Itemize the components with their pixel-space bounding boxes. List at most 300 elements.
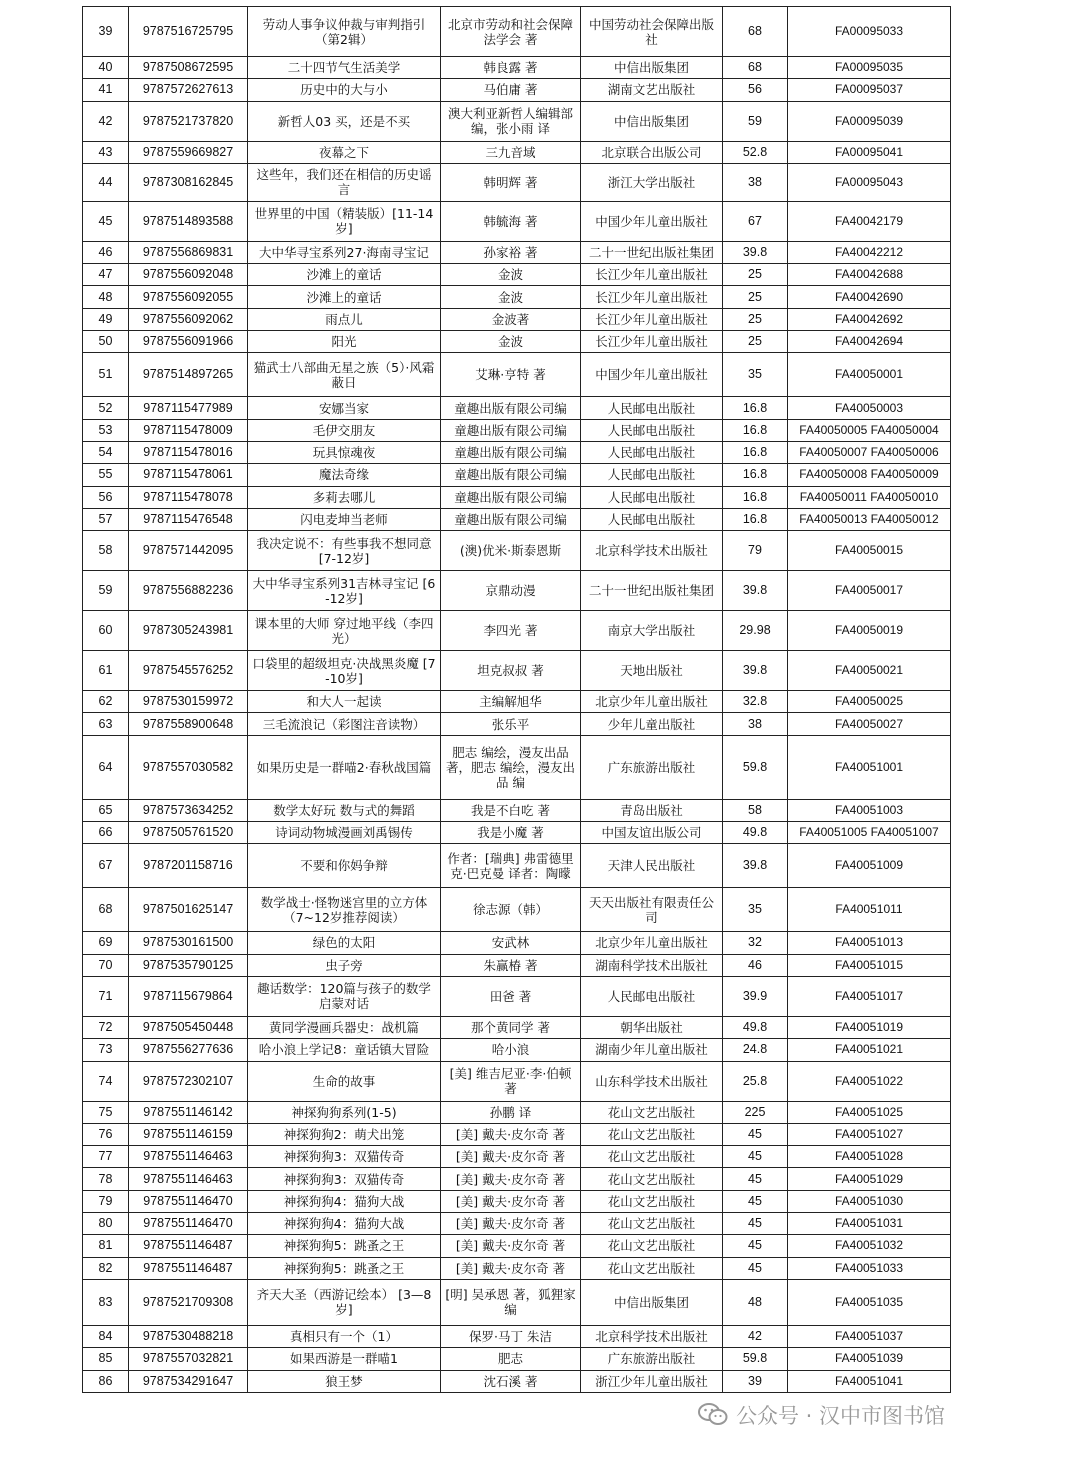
isbn-cell: 9787572627613 bbox=[129, 79, 248, 101]
title-cell: 和大人一起读 bbox=[248, 691, 441, 713]
publisher-cell: 广东旅游出版社 bbox=[581, 1348, 723, 1370]
table-row bbox=[83, 79, 951, 101]
price-cell: 42 bbox=[723, 1325, 788, 1347]
row-number: 58 bbox=[83, 531, 129, 571]
publisher-cell: 北京科学技术出版社 bbox=[581, 531, 723, 571]
row-number: 54 bbox=[83, 441, 129, 463]
publisher-cell: 中国少年儿童出版社 bbox=[581, 201, 723, 241]
price-cell: 35 bbox=[723, 353, 788, 397]
table-row bbox=[83, 1279, 951, 1325]
row-number: 59 bbox=[83, 571, 129, 611]
author-cell: 田爸 著 bbox=[441, 976, 581, 1016]
title-cell: 黄同学漫画兵器史：战机篇 bbox=[248, 1016, 441, 1038]
author-cell: 童趣出版有限公司编 bbox=[441, 486, 581, 508]
author-cell: 孙家裕 著 bbox=[441, 241, 581, 263]
row-number: 69 bbox=[83, 932, 129, 954]
isbn-cell: 9787534291647 bbox=[129, 1370, 248, 1392]
isbn-cell: 9787115478061 bbox=[129, 464, 248, 486]
title-cell: 三毛流浪记（彩图注音读物） bbox=[248, 713, 441, 735]
call-number-cell: FA00095041 bbox=[788, 141, 951, 163]
title-cell: 虫子旁 bbox=[248, 954, 441, 976]
title-cell: 神探狗狗3：双猫传奇 bbox=[248, 1146, 441, 1168]
price-cell: 25 bbox=[723, 286, 788, 308]
title-cell: 沙滩上的童话 bbox=[248, 264, 441, 286]
table-row bbox=[83, 844, 951, 888]
isbn-cell: 9787559669827 bbox=[129, 141, 248, 163]
isbn-cell: 9787514897265 bbox=[129, 353, 248, 397]
isbn-cell: 9787115679864 bbox=[129, 976, 248, 1016]
publisher-cell: 二十一世纪出版社集团 bbox=[581, 571, 723, 611]
price-cell: 45 bbox=[723, 1257, 788, 1279]
call-number-cell: FA40051021 bbox=[788, 1039, 951, 1061]
price-cell: 25 bbox=[723, 308, 788, 330]
table-row bbox=[83, 651, 951, 691]
isbn-cell: 9787556869831 bbox=[129, 241, 248, 263]
publisher-cell: 花山文艺出版社 bbox=[581, 1168, 723, 1190]
isbn-cell: 9787572302107 bbox=[129, 1061, 248, 1101]
title-cell: 沙滩上的童话 bbox=[248, 286, 441, 308]
call-number-cell: FA40051019 bbox=[788, 1016, 951, 1038]
isbn-cell: 9787115477989 bbox=[129, 397, 248, 419]
publisher-cell: 人民邮电出版社 bbox=[581, 976, 723, 1016]
publisher-cell: 湖南少年儿童出版社 bbox=[581, 1039, 723, 1061]
title-cell: 世界里的中国（精装版）[11-14岁] bbox=[248, 201, 441, 241]
isbn-cell: 9787556092055 bbox=[129, 286, 248, 308]
title-cell: 这些年，我们还在相信的历史谣言 bbox=[248, 163, 441, 201]
price-cell: 45 bbox=[723, 1168, 788, 1190]
isbn-cell: 9787557032821 bbox=[129, 1348, 248, 1370]
isbn-cell: 9787115478009 bbox=[129, 419, 248, 441]
author-cell: 沈石溪 著 bbox=[441, 1370, 581, 1392]
table-row bbox=[83, 1325, 951, 1347]
price-cell: 39.8 bbox=[723, 571, 788, 611]
isbn-cell: 9787558900648 bbox=[129, 713, 248, 735]
table-row bbox=[83, 1190, 951, 1212]
call-number-cell: FA40051022 bbox=[788, 1061, 951, 1101]
price-cell: 52.8 bbox=[723, 141, 788, 163]
title-cell: 数学战士·怪物迷宫里的立方体（7~12岁推荐阅读） bbox=[248, 888, 441, 932]
price-cell: 45 bbox=[723, 1235, 788, 1257]
isbn-cell: 9787551146463 bbox=[129, 1146, 248, 1168]
author-cell: [美] 戴夫·皮尔奇 著 bbox=[441, 1190, 581, 1212]
title-cell: 如果西游是一群喵1 bbox=[248, 1348, 441, 1370]
call-number-cell: FA00095043 bbox=[788, 163, 951, 201]
row-number: 80 bbox=[83, 1213, 129, 1235]
author-cell: 安武林 bbox=[441, 932, 581, 954]
call-number-cell: FA40051015 bbox=[788, 954, 951, 976]
call-number-cell: FA40051009 bbox=[788, 844, 951, 888]
isbn-cell: 9787551146470 bbox=[129, 1190, 248, 1212]
title-cell: 二十四节气生活美学 bbox=[248, 57, 441, 79]
call-number-cell: FA40050013 FA40050012 bbox=[788, 508, 951, 530]
row-number: 51 bbox=[83, 353, 129, 397]
row-number: 71 bbox=[83, 976, 129, 1016]
author-cell: 主编解旭华 bbox=[441, 691, 581, 713]
author-cell: 朱赢椿 著 bbox=[441, 954, 581, 976]
price-cell: 16.8 bbox=[723, 486, 788, 508]
author-cell: 坦克叔叔 著 bbox=[441, 651, 581, 691]
price-cell: 39.8 bbox=[723, 844, 788, 888]
row-number: 84 bbox=[83, 1325, 129, 1347]
isbn-cell: 9787556882236 bbox=[129, 571, 248, 611]
row-number: 67 bbox=[83, 844, 129, 888]
table-row bbox=[83, 419, 951, 441]
publisher-cell: 中国友谊出版公司 bbox=[581, 822, 723, 844]
author-cell: 韩毓海 著 bbox=[441, 201, 581, 241]
author-cell: 金波 bbox=[441, 331, 581, 353]
call-number-cell: FA00095033 bbox=[788, 7, 951, 57]
price-cell: 25 bbox=[723, 264, 788, 286]
row-number: 79 bbox=[83, 1190, 129, 1212]
table-row bbox=[83, 954, 951, 976]
row-number: 72 bbox=[83, 1016, 129, 1038]
table-row bbox=[83, 932, 951, 954]
price-cell: 24.8 bbox=[723, 1039, 788, 1061]
row-number: 57 bbox=[83, 508, 129, 530]
table-row bbox=[83, 1370, 951, 1392]
row-number: 85 bbox=[83, 1348, 129, 1370]
title-cell: 神探狗狗3：双猫传奇 bbox=[248, 1168, 441, 1190]
call-number-cell: FA40051032 bbox=[788, 1235, 951, 1257]
row-number: 73 bbox=[83, 1039, 129, 1061]
call-number-cell: FA40050007 FA40050006 bbox=[788, 441, 951, 463]
publisher-cell: 山东科学技术出版社 bbox=[581, 1061, 723, 1101]
title-cell: 毛伊交朋友 bbox=[248, 419, 441, 441]
call-number-cell: FA40050015 bbox=[788, 531, 951, 571]
author-cell: 北京市劳动和社会保障法学会 著 bbox=[441, 7, 581, 57]
table-row bbox=[83, 508, 951, 530]
title-cell: 雨点儿 bbox=[248, 308, 441, 330]
title-cell: 狼王梦 bbox=[248, 1370, 441, 1392]
title-cell: 安娜当家 bbox=[248, 397, 441, 419]
row-number: 62 bbox=[83, 691, 129, 713]
call-number-cell: FA40050005 FA40050004 bbox=[788, 419, 951, 441]
title-cell: 魔法奇缘 bbox=[248, 464, 441, 486]
title-cell: 真相只有一个（1） bbox=[248, 1325, 441, 1347]
publisher-cell: 湖南科学技术出版社 bbox=[581, 954, 723, 976]
book-list-table bbox=[82, 6, 951, 1393]
table-row bbox=[83, 1235, 951, 1257]
isbn-cell: 9787551146463 bbox=[129, 1168, 248, 1190]
publisher-cell: 人民邮电出版社 bbox=[581, 419, 723, 441]
table-row bbox=[83, 976, 951, 1016]
title-cell: 劳动人事争议仲裁与审判指引（第2辑） bbox=[248, 7, 441, 57]
title-cell: 玩具惊魂夜 bbox=[248, 441, 441, 463]
row-number: 50 bbox=[83, 331, 129, 353]
table-row bbox=[83, 101, 951, 141]
title-cell: 课本里的大师 穿过地平线（李四光） bbox=[248, 611, 441, 651]
publisher-cell: 中信出版集团 bbox=[581, 101, 723, 141]
call-number-cell: FA40050011 FA40050010 bbox=[788, 486, 951, 508]
table-row bbox=[83, 1016, 951, 1038]
table-row bbox=[83, 1257, 951, 1279]
publisher-cell: 人民邮电出版社 bbox=[581, 464, 723, 486]
publisher-cell: 长江少年儿童出版社 bbox=[581, 331, 723, 353]
row-number: 44 bbox=[83, 163, 129, 201]
title-cell: 我决定说不：有些事我不想同意 [7-12岁] bbox=[248, 531, 441, 571]
row-number: 68 bbox=[83, 888, 129, 932]
row-number: 63 bbox=[83, 713, 129, 735]
publisher-cell: 长江少年儿童出版社 bbox=[581, 286, 723, 308]
isbn-cell: 9787308162845 bbox=[129, 163, 248, 201]
author-cell: 艾琳·亨特 著 bbox=[441, 353, 581, 397]
price-cell: 39.8 bbox=[723, 241, 788, 263]
publisher-cell: 花山文艺出版社 bbox=[581, 1257, 723, 1279]
author-cell: [美] 维吉尼亚·李·伯顿 著 bbox=[441, 1061, 581, 1101]
isbn-cell: 9787305243981 bbox=[129, 611, 248, 651]
price-cell: 45 bbox=[723, 1213, 788, 1235]
title-cell: 哈小浪上学记8：童话镇大冒险 bbox=[248, 1039, 441, 1061]
table-row bbox=[83, 713, 951, 735]
title-cell: 神探狗狗系列(1-5) bbox=[248, 1101, 441, 1123]
row-number: 45 bbox=[83, 201, 129, 241]
publisher-cell: 中信出版集团 bbox=[581, 57, 723, 79]
call-number-cell: FA40050017 bbox=[788, 571, 951, 611]
row-number: 47 bbox=[83, 264, 129, 286]
title-cell: 神探狗狗4：猫狗大战 bbox=[248, 1190, 441, 1212]
row-number: 86 bbox=[83, 1370, 129, 1392]
call-number-cell: FA40050003 bbox=[788, 397, 951, 419]
title-cell: 大中华寻宝系列27·海南寻宝记 bbox=[248, 241, 441, 263]
isbn-cell: 9787556092048 bbox=[129, 264, 248, 286]
call-number-cell: FA40050025 bbox=[788, 691, 951, 713]
call-number-cell: FA40051003 bbox=[788, 799, 951, 821]
row-number: 56 bbox=[83, 486, 129, 508]
author-cell: 京鼎动漫 bbox=[441, 571, 581, 611]
price-cell: 48 bbox=[723, 1279, 788, 1325]
watermark bbox=[698, 1398, 945, 1432]
call-number-cell: FA40042179 bbox=[788, 201, 951, 241]
table-row bbox=[83, 1168, 951, 1190]
price-cell: 58 bbox=[723, 799, 788, 821]
row-number: 75 bbox=[83, 1101, 129, 1123]
price-cell: 25.8 bbox=[723, 1061, 788, 1101]
table-row bbox=[83, 1061, 951, 1101]
title-cell: 数学太好玩 数与式的舞蹈 bbox=[248, 799, 441, 821]
isbn-cell: 9787551146470 bbox=[129, 1213, 248, 1235]
price-cell: 29.98 bbox=[723, 611, 788, 651]
table-row bbox=[83, 464, 951, 486]
price-cell: 59.8 bbox=[723, 1348, 788, 1370]
table-row bbox=[83, 1146, 951, 1168]
row-number: 53 bbox=[83, 419, 129, 441]
isbn-cell: 9787115478078 bbox=[129, 486, 248, 508]
isbn-cell: 9787551146487 bbox=[129, 1235, 248, 1257]
row-number: 83 bbox=[83, 1279, 129, 1325]
price-cell: 45 bbox=[723, 1146, 788, 1168]
publisher-cell: 少年儿童出版社 bbox=[581, 713, 723, 735]
isbn-cell: 9787571442095 bbox=[129, 531, 248, 571]
call-number-cell: FA00095035 bbox=[788, 57, 951, 79]
author-cell: 张乐平 bbox=[441, 713, 581, 735]
table-row bbox=[83, 1101, 951, 1123]
table-row bbox=[83, 353, 951, 397]
publisher-cell: 人民邮电出版社 bbox=[581, 397, 723, 419]
table-row bbox=[83, 163, 951, 201]
publisher-cell: 中国少年儿童出版社 bbox=[581, 353, 723, 397]
call-number-cell: FA40050008 FA40050009 bbox=[788, 464, 951, 486]
call-number-cell: FA40051028 bbox=[788, 1146, 951, 1168]
author-cell: 我是小魔 著 bbox=[441, 822, 581, 844]
isbn-cell: 9787557030582 bbox=[129, 735, 248, 799]
isbn-cell: 9787545576252 bbox=[129, 651, 248, 691]
title-cell: 趣话数学：120篇与孩子的数学启蒙对话 bbox=[248, 976, 441, 1016]
call-number-cell: FA40051027 bbox=[788, 1123, 951, 1145]
price-cell: 16.8 bbox=[723, 441, 788, 463]
table-row bbox=[83, 331, 951, 353]
call-number-cell: FA40042212 bbox=[788, 241, 951, 263]
isbn-cell: 9787530159972 bbox=[129, 691, 248, 713]
row-number: 49 bbox=[83, 308, 129, 330]
row-number: 48 bbox=[83, 286, 129, 308]
publisher-cell: 北京科学技术出版社 bbox=[581, 1325, 723, 1347]
row-number: 52 bbox=[83, 397, 129, 419]
isbn-cell: 9787551146142 bbox=[129, 1101, 248, 1123]
author-cell: 作者：[瑞典] 弗雷德里克·巴克曼 译者：陶曚 bbox=[441, 844, 581, 888]
row-number: 55 bbox=[83, 464, 129, 486]
price-cell: 59 bbox=[723, 101, 788, 141]
table-row bbox=[83, 141, 951, 163]
row-number: 61 bbox=[83, 651, 129, 691]
author-cell: 童趣出版有限公司编 bbox=[441, 508, 581, 530]
publisher-cell: 花山文艺出版社 bbox=[581, 1213, 723, 1235]
call-number-cell: FA40051033 bbox=[788, 1257, 951, 1279]
title-cell: 口袋里的超级坦克·决战黑炎魔 [7-10岁] bbox=[248, 651, 441, 691]
row-number: 65 bbox=[83, 799, 129, 821]
title-cell: 新哲人03 买，还是不买 bbox=[248, 101, 441, 141]
publisher-cell: 北京少年儿童出版社 bbox=[581, 691, 723, 713]
publisher-cell: 浙江少年儿童出版社 bbox=[581, 1370, 723, 1392]
price-cell: 68 bbox=[723, 57, 788, 79]
author-cell: 童趣出版有限公司编 bbox=[441, 441, 581, 463]
isbn-cell: 9787115478016 bbox=[129, 441, 248, 463]
publisher-cell: 天天出版社有限责任公司 bbox=[581, 888, 723, 932]
price-cell: 79 bbox=[723, 531, 788, 571]
price-cell: 38 bbox=[723, 163, 788, 201]
title-cell: 大中华寻宝系列31吉林寻宝记 [6-12岁] bbox=[248, 571, 441, 611]
author-cell: [美] 戴夫·皮尔奇 著 bbox=[441, 1123, 581, 1145]
isbn-cell: 9787201158716 bbox=[129, 844, 248, 888]
publisher-cell: 北京联合出版公司 bbox=[581, 141, 723, 163]
call-number-cell: FA40050021 bbox=[788, 651, 951, 691]
table-row bbox=[83, 441, 951, 463]
row-number: 40 bbox=[83, 57, 129, 79]
row-number: 76 bbox=[83, 1123, 129, 1145]
author-cell: 那个黄同学 著 bbox=[441, 1016, 581, 1038]
publisher-cell: 长江少年儿童出版社 bbox=[581, 308, 723, 330]
title-cell: 如果历史是一群喵2·春秋战国篇 bbox=[248, 735, 441, 799]
call-number-cell: FA40050027 bbox=[788, 713, 951, 735]
table-row bbox=[83, 264, 951, 286]
author-cell: 童趣出版有限公司编 bbox=[441, 419, 581, 441]
call-number-cell: FA40051005 FA40051007 bbox=[788, 822, 951, 844]
table-row bbox=[83, 486, 951, 508]
price-cell: 45 bbox=[723, 1123, 788, 1145]
isbn-cell: 9787514893588 bbox=[129, 201, 248, 241]
publisher-cell: 青岛出版社 bbox=[581, 799, 723, 821]
price-cell: 39.8 bbox=[723, 651, 788, 691]
table-row bbox=[83, 822, 951, 844]
call-number-cell: FA40051030 bbox=[788, 1190, 951, 1212]
table-row bbox=[83, 799, 951, 821]
price-cell: 25 bbox=[723, 331, 788, 353]
author-cell: 哈小浪 bbox=[441, 1039, 581, 1061]
price-cell: 39 bbox=[723, 1370, 788, 1392]
title-cell: 诗词动物城漫画刘禹锡传 bbox=[248, 822, 441, 844]
row-number: 64 bbox=[83, 735, 129, 799]
author-cell: 保罗·马丁 朱洁 bbox=[441, 1325, 581, 1347]
author-cell: 马伯庸 著 bbox=[441, 79, 581, 101]
title-cell: 齐天大圣（西游记绘本） [3—8岁] bbox=[248, 1279, 441, 1325]
price-cell: 59.8 bbox=[723, 735, 788, 799]
title-cell: 阳光 bbox=[248, 331, 441, 353]
publisher-cell: 朝华出版社 bbox=[581, 1016, 723, 1038]
price-cell: 49.8 bbox=[723, 822, 788, 844]
title-cell: 生命的故事 bbox=[248, 1061, 441, 1101]
isbn-cell: 9787505450448 bbox=[129, 1016, 248, 1038]
author-cell: 韩明辉 著 bbox=[441, 163, 581, 201]
publisher-cell: 广东旅游出版社 bbox=[581, 735, 723, 799]
call-number-cell: FA00095039 bbox=[788, 101, 951, 141]
isbn-cell: 9787535790125 bbox=[129, 954, 248, 976]
table-row bbox=[83, 201, 951, 241]
price-cell: 56 bbox=[723, 79, 788, 101]
author-cell: [美] 戴夫·皮尔奇 著 bbox=[441, 1168, 581, 1190]
call-number-cell: FA40051041 bbox=[788, 1370, 951, 1392]
title-cell: 绿色的太阳 bbox=[248, 932, 441, 954]
author-cell: 韩良露 著 bbox=[441, 57, 581, 79]
call-number-cell: FA40042692 bbox=[788, 308, 951, 330]
table-row bbox=[83, 397, 951, 419]
table-row bbox=[83, 308, 951, 330]
isbn-cell: 9787521709308 bbox=[129, 1279, 248, 1325]
title-cell: 历史中的大与小 bbox=[248, 79, 441, 101]
publisher-cell: 天地出版社 bbox=[581, 651, 723, 691]
publisher-cell: 人民邮电出版社 bbox=[581, 441, 723, 463]
price-cell: 46 bbox=[723, 954, 788, 976]
publisher-cell: 中信出版集团 bbox=[581, 1279, 723, 1325]
call-number-cell: FA40051037 bbox=[788, 1325, 951, 1347]
isbn-cell: 9787115476548 bbox=[129, 508, 248, 530]
title-cell: 神探狗狗2：萌犬出笼 bbox=[248, 1123, 441, 1145]
row-number: 74 bbox=[83, 1061, 129, 1101]
author-cell: [美] 戴夫·皮尔奇 著 bbox=[441, 1235, 581, 1257]
isbn-cell: 9787501625147 bbox=[129, 888, 248, 932]
price-cell: 35 bbox=[723, 888, 788, 932]
title-cell: 多莉去哪儿 bbox=[248, 486, 441, 508]
isbn-cell: 9787505761520 bbox=[129, 822, 248, 844]
author-cell: (澳)优米·斯泰恩斯 bbox=[441, 531, 581, 571]
publisher-cell: 二十一世纪出版社集团 bbox=[581, 241, 723, 263]
publisher-cell: 南京大学出版社 bbox=[581, 611, 723, 651]
row-number: 66 bbox=[83, 822, 129, 844]
table-row bbox=[83, 241, 951, 263]
author-cell: 童趣出版有限公司编 bbox=[441, 464, 581, 486]
publisher-cell: 花山文艺出版社 bbox=[581, 1146, 723, 1168]
isbn-cell: 9787516725795 bbox=[129, 7, 248, 57]
price-cell: 16.8 bbox=[723, 508, 788, 530]
call-number-cell: FA00095037 bbox=[788, 79, 951, 101]
price-cell: 68 bbox=[723, 7, 788, 57]
price-cell: 32 bbox=[723, 932, 788, 954]
price-cell: 225 bbox=[723, 1101, 788, 1123]
table-row bbox=[83, 1039, 951, 1061]
price-cell: 45 bbox=[723, 1190, 788, 1212]
table-row bbox=[83, 1348, 951, 1370]
row-number: 41 bbox=[83, 79, 129, 101]
row-number: 70 bbox=[83, 954, 129, 976]
title-cell: 闪电麦坤当老师 bbox=[248, 508, 441, 530]
